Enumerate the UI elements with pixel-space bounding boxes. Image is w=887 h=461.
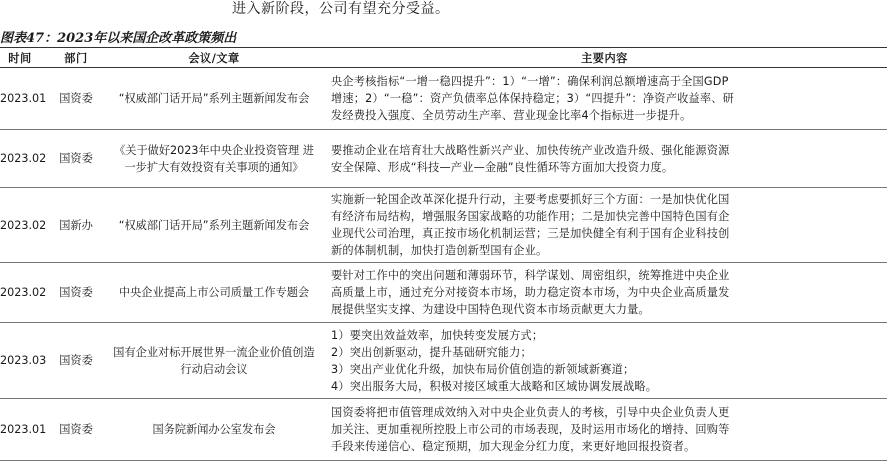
cell-dept: 国资委: [46, 399, 106, 461]
content-line: 4）突出服务大局，积极对接区域重大战略和区域协调发展战略。: [331, 379, 658, 393]
table-row: [0, 130, 887, 188]
content-line: 央企考核指标“一增一稳四提升”：1）“一增”：确保利润总额增速高于全国GDP: [331, 75, 729, 88]
table-row: [0, 68, 887, 130]
header-dept: 部门: [46, 48, 106, 68]
cell-content: [322, 323, 887, 399]
cell-content: [322, 263, 887, 323]
header-time: 时间: [0, 48, 46, 68]
cell-meeting: “权威部门话开局”系列主题新闻发布会: [106, 68, 322, 130]
table-row: [0, 263, 887, 323]
cell-meeting: 中央企业提高上市公司质量工作专题会: [106, 263, 322, 323]
content-line: 3）突出产业优化升级，加快布局价值创造的新领域新赛道；: [331, 362, 635, 376]
content-line: 安全保障、形成“科技—产业—金融”良性循环等方面加大投资力度。: [331, 160, 674, 174]
content-line: 实施新一轮国企改革深化提升行动，主要考虑要抓好三个方面：一是加快优化国: [331, 193, 730, 206]
cell-meeting: “权威部门话开局”系列主题新闻发布会: [106, 188, 322, 263]
cell-time: 2023.01: [0, 68, 46, 130]
table-row: [0, 399, 887, 461]
content-line: 增速；2）“一稳”：资产负债率总体保持稳定；3）“四提升”：净资产收益率、研: [331, 92, 735, 105]
intro-text-line: 进入新阶段，公司有望充分受益。: [232, 1, 450, 17]
cell-content: [322, 399, 887, 461]
content-line: 展提供坚实支撑、为建设中国特色现代资本市场贡献更大力量。: [331, 303, 650, 316]
cell-meeting: 国有企业对标开展世界一流企业价值创造行动启动会议: [106, 323, 322, 399]
cell-time: 2023.02: [0, 263, 46, 323]
cell-content: [322, 188, 887, 263]
content-line: 1）要突出效益效率，加快转变发展方式；: [331, 328, 544, 342]
content-line: 业现代公司治理，真正按市场化机制运营；三是加快健全有利于国有企业科技创: [331, 227, 730, 240]
header-content: 主要内容: [322, 48, 887, 68]
figure-title: 图表47：2023年以来国企改革政策频出: [0, 31, 237, 46]
cell-time: 2023.03: [0, 323, 46, 399]
table-row: [0, 323, 887, 399]
cell-meeting: 国务院新闻办公室发布会: [106, 399, 322, 461]
content-line: 有经济布局结构，增强服务国家战略的功能作用；二是加快完善中国特色国有企: [331, 210, 730, 223]
cell-dept: 国资委: [46, 323, 106, 399]
cell-dept: 国新办: [46, 188, 106, 263]
cell-dept: 国资委: [46, 68, 106, 130]
cell-time: 2023.02: [0, 188, 46, 263]
content-line: 新的体制机制，加快打造创新型国有企业。: [331, 244, 548, 257]
policy-table: [0, 47, 887, 461]
table-header-row: [0, 48, 887, 68]
content-line: 2）突出创新驱动，提升基础研究能力；: [331, 345, 532, 359]
cell-time: 2023.01: [0, 399, 46, 461]
content-line: 要推动企业在培育壮大战略性新兴产业、加快传统产业改造升级、强化能源资源: [331, 143, 730, 157]
cell-dept: 国资委: [46, 130, 106, 188]
header-meeting: 会议/文章: [106, 48, 322, 68]
cell-content: [322, 130, 887, 188]
cell-dept: 国资委: [46, 263, 106, 323]
cell-meeting: 《关于做好2023年中央企业投资管理 进一步扩大有效投资有关事项的通知》: [106, 130, 322, 188]
content-line: 要针对工作中的突出问题和薄弱环节，科学谋划、周密组织，统筹推进中央企业: [331, 269, 730, 282]
cell-time: 2023.02: [0, 130, 46, 188]
table-row: [0, 188, 887, 263]
content-line: 手段来传递信心、稳定预期，加大现金分红力度，来更好地回报投资者。: [331, 440, 696, 453]
content-line: 发经费投入强度、全员劳动生产率、营业现金比率4个指标进一步提升。: [331, 109, 692, 122]
content-line: 加关注、更加重视所控股上市公司的市场表现，及时运用市场化的增持、回购等: [331, 423, 730, 436]
cell-content: [322, 68, 887, 130]
content-line: 国资委将把市值管理成效纳入对中央企业负责人的考核，引导中央企业负责人更: [331, 406, 730, 419]
content-line: 高质量上市，通过充分对接资本市场，助力稳定资本市场，为中央企业高质量发: [331, 286, 730, 299]
